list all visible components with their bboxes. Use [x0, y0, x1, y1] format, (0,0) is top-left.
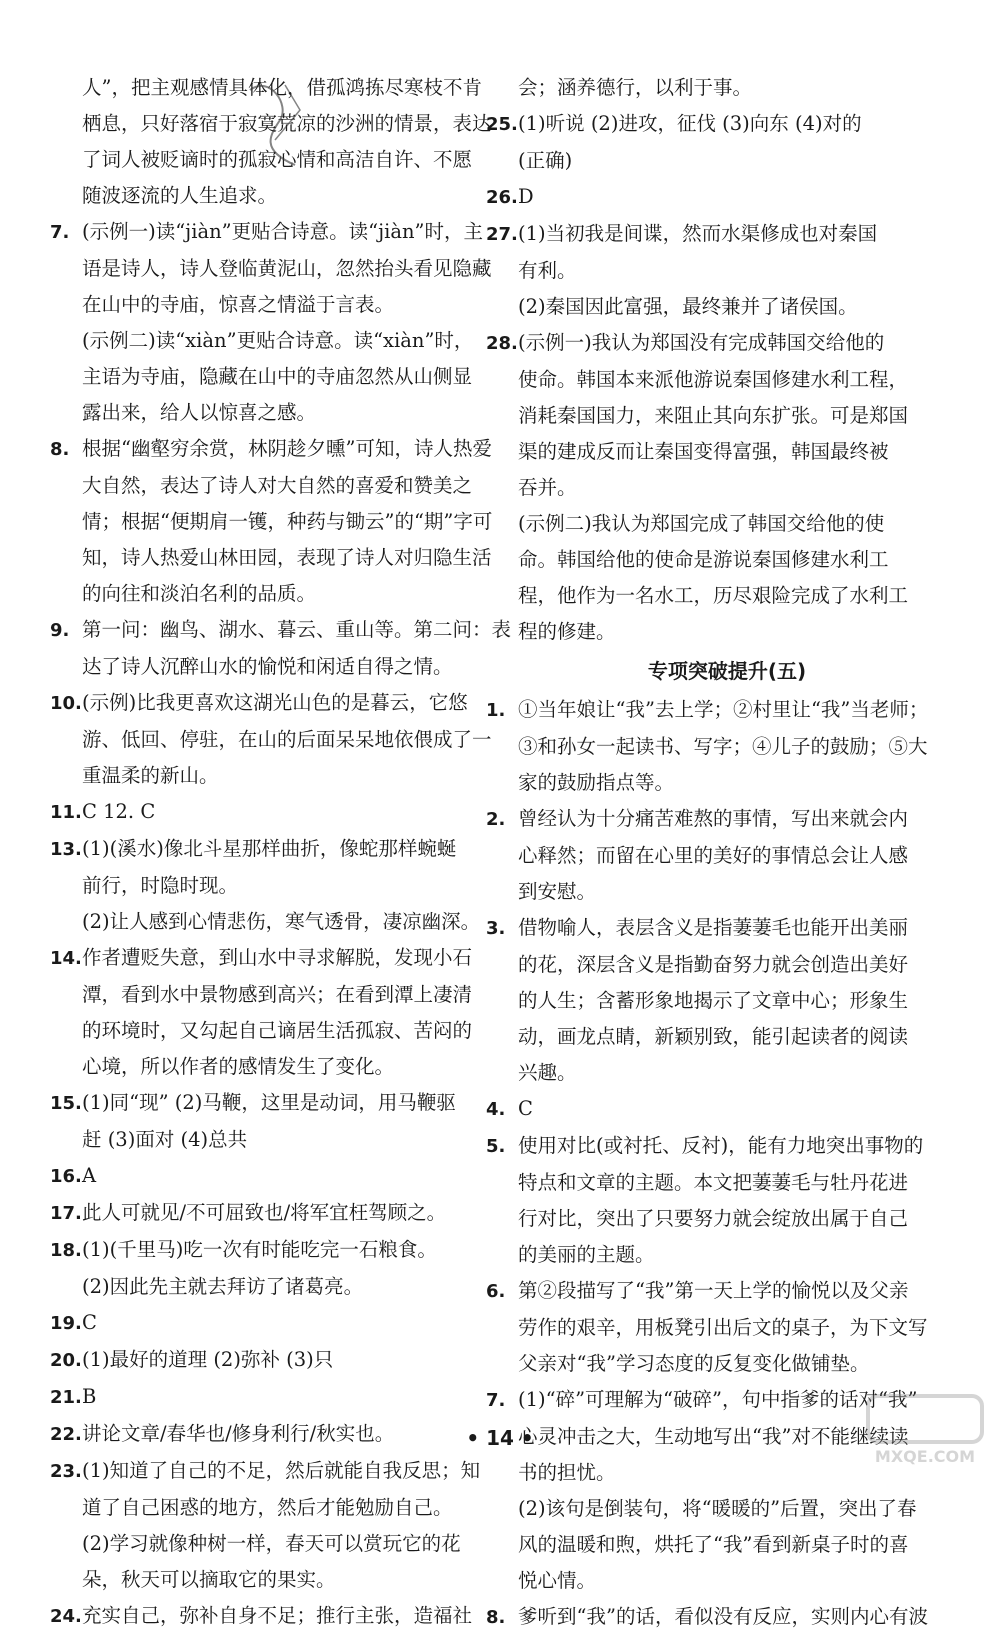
answer-item [486, 1599, 936, 1636]
answer-line [50, 1305, 500, 1342]
answer-line [50, 431, 500, 468]
answer-line [486, 179, 936, 216]
answer-item [486, 1128, 936, 1273]
question-number: 5. [486, 1136, 506, 1157]
answer-item [486, 179, 936, 216]
answer-line: 到安慰。 [518, 880, 597, 903]
answer-line: 悦心情。 [518, 1569, 597, 1592]
right-top-answers [486, 70, 936, 650]
answer-line: 了词人被贬谪时的孤寂心情和高洁自许、不愿 [82, 148, 473, 171]
answer-line: 程的修建。 [518, 620, 616, 643]
question-number: 1. [486, 700, 506, 721]
answer-line: 心释然；而留在心里的美好的事情总会让人感 [518, 844, 909, 867]
answer-line: 渠的建成反而让秦国变得富强，韩国最终被 [518, 440, 889, 463]
answer-line: 家的鼓励指点等。 [518, 771, 675, 794]
question-number: 22. [50, 1424, 82, 1445]
answer-item [518, 1491, 936, 1599]
answer-line: 前行，时隐时现。 [82, 874, 239, 897]
question-number: 20. [50, 1350, 82, 1371]
answer-text: 曾经认为十分痛苦难熬的事情，写出来就会内 [518, 807, 909, 830]
question-number: 17. [50, 1203, 82, 1224]
answer-line: 心灵冲击之大，生动地写出“我”对不能继续读 [518, 1425, 909, 1448]
question-number: 11. [50, 802, 82, 823]
svg-text:MXQE.COM: MXQE.COM [874, 1447, 976, 1466]
answer-item [50, 685, 500, 794]
question-number: 7. [50, 222, 70, 243]
answer-line [486, 1091, 936, 1128]
answer-text: (1)知道了自己的不足，然后就能自我反思；知 [82, 1459, 481, 1482]
answer-line [50, 1195, 500, 1232]
answer-line: 有利。 [518, 259, 577, 282]
answer-line [50, 1085, 500, 1122]
answer-line [50, 794, 500, 831]
answer-line: 劳作的艰辛，用板凳引出后文的桌子，为下文写 [518, 1316, 928, 1339]
answer-line: 心境，所以作者的感情发生了变化。 [82, 1055, 395, 1078]
answer-line: (2)该句是倒装句，将“暖暖的”后置，突出了春 [518, 1497, 917, 1520]
answer-line: 的人生；含蓄形象地揭示了文章中心；形象生 [518, 989, 909, 1012]
answer-item [486, 692, 936, 801]
answer-item [50, 1085, 500, 1158]
answer-item [82, 1526, 500, 1598]
answer-text: 作者遭贬失意，到山水中寻求解脱，发现小石 [82, 946, 473, 969]
answer-line: 语是诗人，诗人登临黄泥山，忽然抬头看见隐藏 [82, 257, 492, 280]
answer-line: 的环境时，又勾起自己谪居生活孤寂、苦闷的 [82, 1019, 473, 1042]
answer-text: C 12. C [82, 800, 156, 823]
question-number: 27. [486, 224, 518, 245]
answer-item [518, 289, 936, 325]
answer-text: 根据“幽壑穷余赏，林阴趁夕曛”可知，诗人热爱 [82, 437, 492, 460]
question-number: 4. [486, 1099, 506, 1120]
answer-line: 重温柔的新山。 [82, 764, 219, 787]
answer-line [486, 325, 936, 362]
question-number: 21. [50, 1387, 82, 1408]
answer-line: 消耗秦国国力，来阻止其向东扩张。可是郑国 [518, 404, 909, 427]
answer-item [486, 1273, 936, 1382]
answer-line [50, 831, 500, 868]
answer-text: C [518, 1097, 533, 1120]
section-title: 专项突破提升(五) [647, 659, 807, 683]
answer-text: A [82, 1164, 97, 1187]
answer-line: 游、低回、停驻，在山的后面呆呆地依偎成了一 [82, 728, 492, 751]
answer-item [486, 801, 936, 910]
answer-text: (示例一)读“jiàn”更贴合诗意。读“jiàn”时，主 [82, 220, 484, 243]
question-number: 8. [50, 439, 70, 460]
answer-text: ①当年娘让“我”去上学；②村里让“我”当老师； [518, 698, 929, 721]
answer-item [82, 323, 500, 431]
answer-text: (1)(溪水)像北斗星那样曲折，像蛇那样蜿蜒 [82, 837, 457, 860]
answer-line [50, 1598, 500, 1635]
answer-item [50, 1598, 500, 1635]
answer-line: 风的温暖和煦，烘托了“我”看到新桌子时的喜 [518, 1533, 909, 1556]
answer-line: 随波逐流的人生追求。 [82, 184, 278, 207]
question-number: 13. [50, 839, 82, 860]
answer-item [82, 1269, 500, 1305]
answer-line [50, 1379, 500, 1416]
answer-item [486, 325, 936, 506]
answer-line [50, 1232, 500, 1269]
answer-item [486, 1091, 936, 1128]
watermark-logo-icon [860, 1390, 990, 1470]
answer-line: 栖息，只好落宿于寂寞荒凉的沙洲的情景，表达 [82, 112, 492, 135]
answer-text: 借物喻人，表层含义是指萋萋毛也能开出美丽 [518, 916, 909, 939]
answer-line: 赶 (3)面对 (4)总共 [82, 1128, 248, 1151]
answer-line: 行对比，突出了只要努力就会绽放出属于自己 [518, 1207, 909, 1230]
answer-line: 在山中的寺庙，惊喜之情溢于言表。 [82, 293, 395, 316]
answer-line: 的向往和淡泊名利的品质。 [82, 582, 317, 605]
answer-item [50, 1158, 500, 1195]
question-number: 8. [486, 1607, 506, 1628]
answer-line: 动，画龙点睛，新颖别致，能引起读者的阅读 [518, 1025, 909, 1048]
answer-item [50, 831, 500, 904]
answer-line [50, 940, 500, 977]
answer-line [50, 1158, 500, 1195]
answer-line: ③和孙女一起读书、写字；④儿子的鼓励；⑤大 [518, 735, 928, 758]
page-number: • 14 • [466, 1426, 534, 1450]
answer-item [50, 612, 512, 685]
answer-text: (示例一)我认为郑国没有完成韩国交给他的 [518, 331, 885, 354]
answer-text: (1)同“现” (2)马鞭，这里是动词，用马鞭驱 [82, 1091, 456, 1114]
answer-text: C [82, 1311, 97, 1334]
answer-line [486, 1128, 936, 1165]
answer-item [50, 1232, 500, 1269]
answer-line: 程，他作为一名水工，历尽艰险完成了水利工 [518, 584, 909, 607]
answer-line: 吞并。 [518, 476, 577, 499]
answer-line [50, 1453, 500, 1490]
answer-line: 主语为寺庙，隐藏在山中的寺庙忽然从山侧显 [82, 365, 473, 388]
answer-text: 第②段描写了“我”第一天上学的愉悦以及父亲 [518, 1279, 909, 1302]
answer-text: (1)听说 (2)进攻，征伐 (3)向东 (4)对的 [518, 112, 862, 135]
answer-line: (2)学习就像种树一样，春天可以赏玩它的花 [82, 1532, 461, 1555]
answer-text: (1)“碎”可理解为“破碎”，句中指爹的话对“我” [518, 1388, 918, 1411]
answer-text: 充实自己，弥补自身不足；推行主张，造福社 [82, 1604, 473, 1627]
question-number: 6. [486, 1281, 506, 1302]
answer-line [486, 692, 936, 729]
answer-item [486, 910, 936, 1091]
answer-line: 书的担忧。 [518, 1461, 616, 1484]
answer-line [50, 612, 512, 649]
answer-text: 讲论文章/春华也/修身利行/秋实也。 [82, 1422, 395, 1445]
answer-text: 第一问：幽鸟、湖水、暮云、重山等。第二问：表 [82, 618, 512, 641]
question-number: 9. [50, 620, 70, 641]
answer-line: 人”，把主观感情具体化，借孤鸿拣尽寒枝不肯 [82, 76, 482, 99]
answer-line [50, 214, 500, 251]
answer-line: 会；涵养德行，以利于事。 [518, 76, 753, 99]
question-number: 26. [486, 187, 518, 208]
answer-line: 的花，深层含义是指勤奋努力就会创造出美好 [518, 953, 909, 976]
answer-line: 使命。韩国本来派他游说秦国修建水利工程， [518, 368, 909, 391]
answer-line [50, 1342, 500, 1379]
question-number: 10. [50, 693, 82, 714]
answer-text: (示例)比我更喜欢这湖光山色的是暮云，它悠 [82, 691, 468, 714]
answer-item [50, 1195, 500, 1232]
answer-line: 达了诗人沉醉山水的愉悦和闲适自得之情。 [82, 655, 453, 678]
question-number: 18. [50, 1240, 82, 1261]
answer-line: 潭，看到水中景物感到高兴；在看到潭上凄清 [82, 983, 473, 1006]
answer-line [486, 1599, 936, 1636]
answer-line: (2)让人感到心情悲伤，寒气透骨，凄凉幽深。 [82, 910, 481, 933]
answer-line: 命。韩国给他的使命是游说秦国修建水利工 [518, 548, 889, 571]
answer-item [486, 106, 936, 179]
answer-text: 使用对比(或衬托、反衬)，能有力地突出事物的 [518, 1134, 924, 1157]
question-number: 16. [50, 1166, 82, 1187]
answer-line [486, 216, 936, 253]
answer-text: 爹听到“我”的话，看似没有反应，实则内心有波 [518, 1605, 928, 1628]
answer-line: (正确) [518, 149, 573, 172]
handwriting-scribble-icon [240, 70, 320, 190]
answer-item [50, 794, 500, 831]
answer-line [486, 106, 936, 143]
question-number: 3. [486, 918, 506, 939]
answer-item [518, 506, 936, 650]
answer-text: B [82, 1385, 97, 1408]
answer-item [50, 1305, 500, 1342]
answer-line: (示例二)读“xiàn”更贴合诗意。读“xiàn”时， [82, 329, 474, 352]
answer-item [50, 1379, 500, 1416]
answer-line: 兴趣。 [518, 1061, 577, 1084]
answer-line: (2)因此先主就去拜访了诸葛亮。 [82, 1275, 364, 1298]
question-number: 7. [486, 1390, 506, 1411]
answer-line: 父亲对“我”学习态度的反复变化做铺垫。 [518, 1352, 870, 1375]
answer-line: (2)秦国因此富强，最终兼并了诸侯国。 [518, 295, 858, 318]
answer-text: (1)最好的道理 (2)弥补 (3)只 [82, 1348, 334, 1371]
question-number: 14. [50, 948, 82, 969]
question-number: 19. [50, 1313, 82, 1334]
answer-line [486, 801, 936, 838]
answer-item [50, 1342, 500, 1379]
answer-item [50, 214, 500, 323]
question-number: 15. [50, 1093, 82, 1114]
answer-line: 道了自己困惑的地方，然后才能勉励自己。 [82, 1496, 453, 1519]
answer-line: 知，诗人热爱山林田园，表现了诗人对归隐生活 [82, 546, 492, 569]
answer-text: (1)(千里马)吃一次有时能吃完一石粮食。 [82, 1238, 437, 1261]
answer-line: (示例二)我认为郑国完成了韩国交给他的使 [518, 512, 885, 535]
answer-item [50, 431, 500, 612]
answer-line: 露出来，给人以惊喜之感。 [82, 401, 317, 424]
question-number: 24. [50, 1606, 82, 1627]
answer-line: 大自然，表达了诗人对大自然的喜爱和赞美之 [82, 474, 473, 497]
answer-text: D [518, 185, 534, 208]
answer-item [50, 1453, 500, 1526]
answer-line [486, 1273, 936, 1310]
answer-line [50, 685, 500, 722]
question-number: 23. [50, 1461, 82, 1482]
question-number: 28. [486, 333, 518, 354]
answer-text: (1)当初我是间谍，然而水渠修成也对秦国 [518, 222, 878, 245]
answer-line [486, 910, 936, 947]
answer-line: 朵，秋天可以摘取它的果实。 [82, 1568, 336, 1591]
answer-item [50, 940, 500, 1085]
answer-text: 此人可就见/不可屈致也/将军宜枉驾顾之。 [82, 1201, 447, 1224]
answer-item [518, 70, 936, 106]
answer-line: 特点和文章的主题。本文把萋萋毛与牡丹花进 [518, 1171, 909, 1194]
answer-line: 情；根据“便期肩一镬，种药与锄云”的“期”字可 [82, 510, 493, 533]
question-number: 25. [486, 114, 518, 135]
question-number: 2. [486, 809, 506, 830]
answer-item [486, 216, 936, 289]
answer-item [82, 904, 500, 940]
answer-line: 的美丽的主题。 [518, 1243, 655, 1266]
